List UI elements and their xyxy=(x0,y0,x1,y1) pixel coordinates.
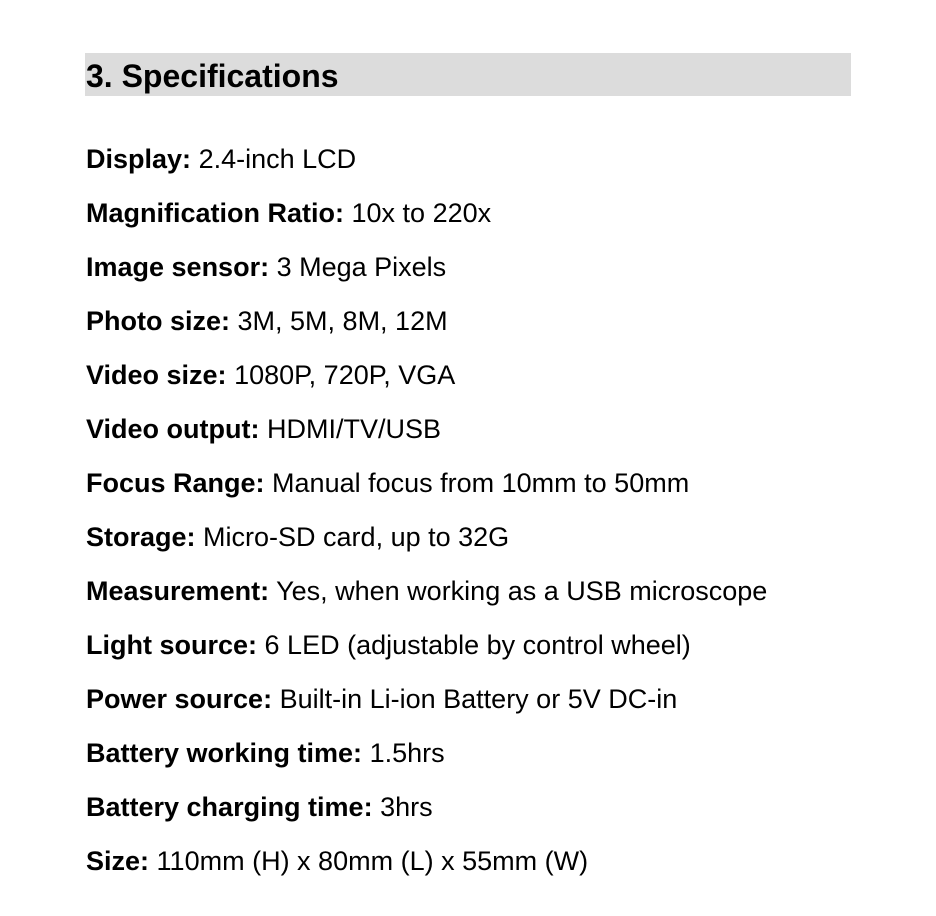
spec-value: 3 Mega Pixels xyxy=(276,252,447,282)
spec-value: Yes, when working as a USB microscope xyxy=(276,576,768,606)
spec-row-battery-charging-time xyxy=(86,788,926,842)
spec-label: Light source: xyxy=(86,630,258,660)
spec-value: 1080P, 720P, VGA xyxy=(234,360,456,390)
section-heading xyxy=(85,53,851,96)
spec-label: Power source: xyxy=(86,684,273,714)
spec-row-light-source xyxy=(86,626,926,680)
spec-value: 10x to 220x xyxy=(351,198,492,228)
spec-label: Video size: xyxy=(86,360,227,390)
spec-label: Battery working time: xyxy=(86,738,363,768)
spec-row-magnification-ratio xyxy=(86,194,926,248)
spec-label: Size: xyxy=(86,846,150,876)
spec-label: Image sensor: xyxy=(86,252,270,282)
spec-value: 2.4-inch LCD xyxy=(198,144,357,174)
spec-row-image-sensor xyxy=(86,248,926,302)
spec-row-video-size xyxy=(86,356,926,410)
spec-row-video-output xyxy=(86,410,926,464)
spec-value: Micro-SD card, up to 32G xyxy=(203,522,510,552)
spec-value: 1.5hrs xyxy=(369,738,445,768)
spec-label: Storage: xyxy=(86,522,196,552)
spec-value: 110mm (H) x 80mm (L) x 55mm (W) xyxy=(156,846,589,876)
spec-label: Display: xyxy=(86,144,192,174)
spec-list xyxy=(86,140,926,896)
spec-label: Measurement: xyxy=(86,576,270,606)
spec-value: Built-in Li-ion Battery or 5V DC-in xyxy=(279,684,678,714)
spec-value: HDMI/TV/USB xyxy=(267,414,442,444)
spec-row-battery-working-time xyxy=(86,734,926,788)
spec-row-power-source xyxy=(86,680,926,734)
spec-value: Manual focus from 10mm to 50mm xyxy=(272,468,690,498)
spec-row-size xyxy=(86,842,926,896)
spec-label: Focus Range: xyxy=(86,468,265,498)
spec-row-storage xyxy=(86,518,926,572)
spec-label: Battery charging time: xyxy=(86,792,373,822)
spec-row-display xyxy=(86,140,926,194)
spec-row-focus-range xyxy=(86,464,926,518)
spec-label: Photo size: xyxy=(86,306,231,336)
spec-row-photo-size xyxy=(86,302,926,356)
spec-label: Video output: xyxy=(86,414,260,444)
spec-value: 3M, 5M, 8M, 12M xyxy=(237,306,448,336)
spec-value: 6 LED (adjustable by control wheel) xyxy=(264,630,691,660)
spec-row-measurement xyxy=(86,572,926,626)
spec-label: Magnification Ratio: xyxy=(86,198,344,228)
section-title: 3. Specifications xyxy=(86,58,339,94)
spec-value: 3hrs xyxy=(380,792,433,822)
